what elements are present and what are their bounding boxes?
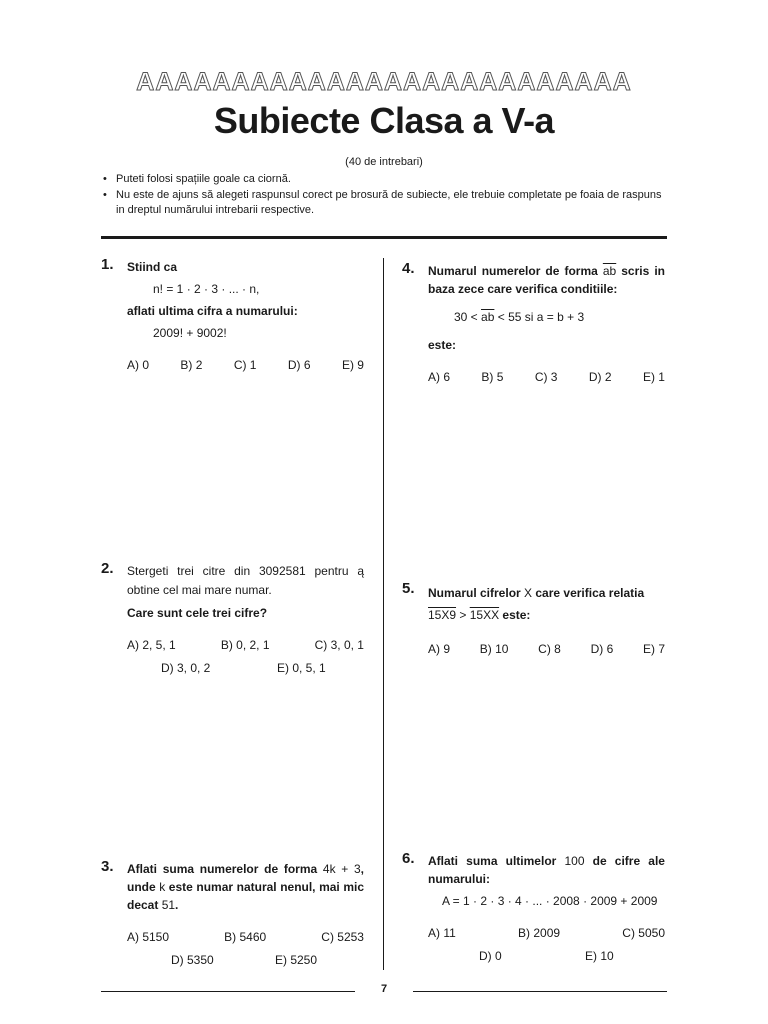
answer-options <box>127 951 364 969</box>
question-number: 6. <box>402 850 415 867</box>
answer-options <box>428 640 665 658</box>
page-number: 7 <box>380 983 388 995</box>
answer-options <box>127 636 364 654</box>
answer-option[interactable]: D) 0 <box>479 949 502 963</box>
answer-option[interactable]: B) 5 <box>481 370 504 384</box>
question-number: 1. <box>101 256 114 273</box>
answer-option[interactable]: C) 5050 <box>622 926 665 940</box>
question-number: 3. <box>101 858 114 875</box>
answer-option[interactable]: A) 2, 5, 1 <box>127 638 176 652</box>
answer-options <box>127 928 364 946</box>
question-ask: aflati ultima cifra a numarului: <box>127 304 298 318</box>
question-ask: Care sunt cele trei cifre? <box>127 606 268 620</box>
answer-option[interactable]: C) 1 <box>233 358 257 372</box>
question-text: Aflati suma ultimelor 100 de cifre ale numarului: <box>428 854 665 886</box>
answer-option[interactable]: C) 3, 0, 1 <box>314 638 364 652</box>
math-term: k <box>159 880 166 894</box>
question-2 <box>101 562 364 677</box>
math-term: 51 <box>161 898 176 912</box>
question-number: 2. <box>101 560 114 577</box>
question-condition: $30 < \overline{ab} < 55$ si a = b + 3 <box>454 310 585 324</box>
answer-option[interactable]: D) 3, 0, 2 <box>161 661 211 675</box>
math-term: 4k + 3 <box>322 862 361 876</box>
question-formula: n! = 1 · 2 · 3 · ... · n, <box>153 282 260 296</box>
answer-option[interactable]: E) 5250 <box>275 953 318 967</box>
overlined-number: $\overline{ab}$ <box>602 264 617 278</box>
answer-option[interactable]: E) 0, 5, 1 <box>277 661 326 675</box>
instruction-item: • Puteti folosi spațiile goale ca ciornă. <box>103 172 663 187</box>
answer-options <box>127 659 364 677</box>
question-number: 4. <box>402 260 415 277</box>
question-text: Numarul cifrelor X care verifica relatia 15X9 > 15XX este: <box>428 586 645 622</box>
answer-option[interactable]: C) 8 <box>538 642 561 656</box>
answer-option[interactable]: A) 5150 <box>127 930 170 944</box>
answer-option[interactable]: B) 5460 <box>224 930 267 944</box>
answer-option[interactable]: D) 6 <box>287 358 311 372</box>
question-1 <box>101 258 364 374</box>
math-term: X <box>524 586 533 600</box>
question-text: Aflati suma numerelor de forma 4k + 3, unde k este numar natural nenul, mai mic decat 51. <box>127 862 365 912</box>
overlined-number: 15X9 <box>428 608 457 622</box>
column-divider <box>383 258 384 970</box>
question-4 <box>402 262 665 386</box>
question-count: (40 de intrebari) <box>345 156 423 168</box>
question-text: Stergeti trei citre din 3092581 pentru ą obtine cel mai mare numar. <box>127 564 364 597</box>
answer-options <box>428 924 665 942</box>
question-6 <box>402 852 665 965</box>
overlined-number: 15XX <box>469 608 500 622</box>
instruction-item: • Nu este de ajuns să alegeti raspunsul corect pe brosură de subiecte, ele trebuie completate pe foaia de raspuns in dreptul numărului intrebarii respective. <box>103 188 663 218</box>
page-title: Subiecte Clasa a V-a <box>213 100 555 141</box>
question-ask: este: <box>428 338 457 352</box>
answer-option[interactable]: E) 9 <box>341 358 364 372</box>
decorative-letter-row: AAAAAAAAAAAAAAAAAAAAAAAAAA <box>136 68 632 96</box>
answer-option[interactable]: E) 7 <box>642 642 665 656</box>
answer-option[interactable]: B) 2009 <box>518 926 561 940</box>
answer-option[interactable]: B) 10 <box>479 642 509 656</box>
answer-option[interactable]: D) 6 <box>590 642 614 656</box>
answer-option[interactable]: B) 2 <box>180 358 203 372</box>
instructions-list <box>103 172 663 219</box>
question-formula: A = 1 · 2 · 3 · 4 · ... · 2008 · 2009 + 2009 <box>442 894 658 908</box>
answer-options <box>127 356 364 374</box>
footer-rule <box>413 991 667 992</box>
question-number: 5. <box>402 580 415 597</box>
question-expression: 2009! + 9002! <box>153 326 227 340</box>
overlined-number: $\overline{ab}$ <box>481 310 495 324</box>
question-5 <box>402 582 665 658</box>
answer-option[interactable]: D) 5350 <box>171 953 214 967</box>
answer-option[interactable]: C) 3 <box>534 370 558 384</box>
answer-option[interactable]: A) 0 <box>127 358 150 372</box>
answer-option[interactable]: E) 10 <box>585 949 614 963</box>
answer-option[interactable]: A) 11 <box>428 926 456 940</box>
header-divider <box>101 236 667 239</box>
answer-options <box>428 368 665 386</box>
answer-option[interactable]: A) 6 <box>428 370 451 384</box>
answer-option[interactable]: A) 9 <box>428 642 451 656</box>
answer-option[interactable]: D) 2 <box>588 370 612 384</box>
math-term: 100 <box>564 854 585 868</box>
answer-option[interactable]: C) 5253 <box>321 930 364 944</box>
question-text: Numarul numerelor de forma $\overline{ab}$ scris in baza zece care verifica conditiile: <box>428 264 665 296</box>
question-3 <box>101 860 364 969</box>
question-lead: Stiind ca <box>127 260 178 274</box>
answer-options <box>428 947 665 965</box>
answer-option[interactable]: E) 1 <box>642 370 665 384</box>
answer-option[interactable]: B) 0, 2, 1 <box>220 638 270 652</box>
